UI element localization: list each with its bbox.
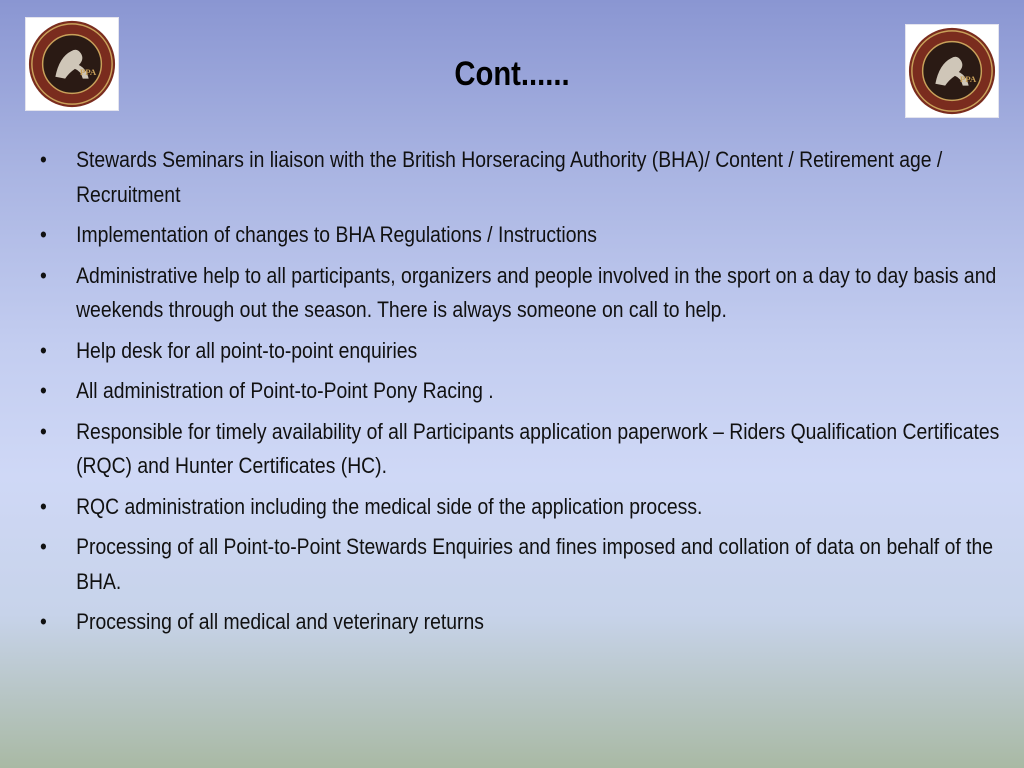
list-item: [40, 374, 1024, 409]
bullet-text: RQC administration including the medical side of the application process.: [76, 493, 703, 519]
slide-title: Cont......: [454, 55, 570, 93]
list-item: [40, 415, 1024, 484]
bullet-icon: •: [40, 534, 47, 559]
bullet-text: Administrative help to all participants, organizers and people involved in the sport on a day to day basis and weekends through out the season. There is always someone on call to help.: [76, 262, 997, 322]
bullet-text: Responsible for timely availability of all Participants application paperwork – Riders Qualification Certificates (RQC) and Hunter Certificates (HC).: [76, 418, 1000, 478]
list-item: [40, 490, 1024, 525]
svg-text:PPA: PPA: [959, 73, 977, 84]
bullet-icon: •: [40, 493, 47, 519]
list-item: [40, 218, 1024, 253]
bullet-text: Processing of all medical and veterinary returns: [76, 609, 484, 634]
list-item: [40, 605, 1024, 640]
list-item: [40, 334, 1024, 369]
bullet-text: Implementation of changes to BHA Regulations / Instructions: [76, 222, 597, 247]
bullet-icon: •: [40, 262, 47, 288]
bullet-icon: •: [40, 337, 47, 363]
bullet-icon: •: [40, 147, 47, 172]
bullet-icon: •: [40, 222, 47, 247]
bullet-text: Processing of all Point-to-Point Stewards Enquiries and fines imposed and collation of data on behalf of the BHA.: [76, 534, 994, 594]
bullet-icon: •: [40, 378, 47, 403]
bullet-list: [40, 143, 1020, 646]
list-item: [40, 143, 1024, 212]
bullet-text: Stewards Seminars in liaison with the British Horseracing Authority (BHA)/ Content / Retirement age / Recruitment: [76, 147, 943, 207]
bullet-text: All administration of Point-to-Point Pony Racing .: [76, 378, 494, 403]
list-item: [40, 259, 1024, 328]
bullet-icon: •: [40, 609, 47, 634]
bullet-text: Help desk for all point-to-point enquiries: [76, 337, 418, 363]
svg-text:PPA: PPA: [79, 66, 97, 77]
bullet-icon: •: [40, 418, 47, 444]
list-item: [40, 530, 1024, 599]
